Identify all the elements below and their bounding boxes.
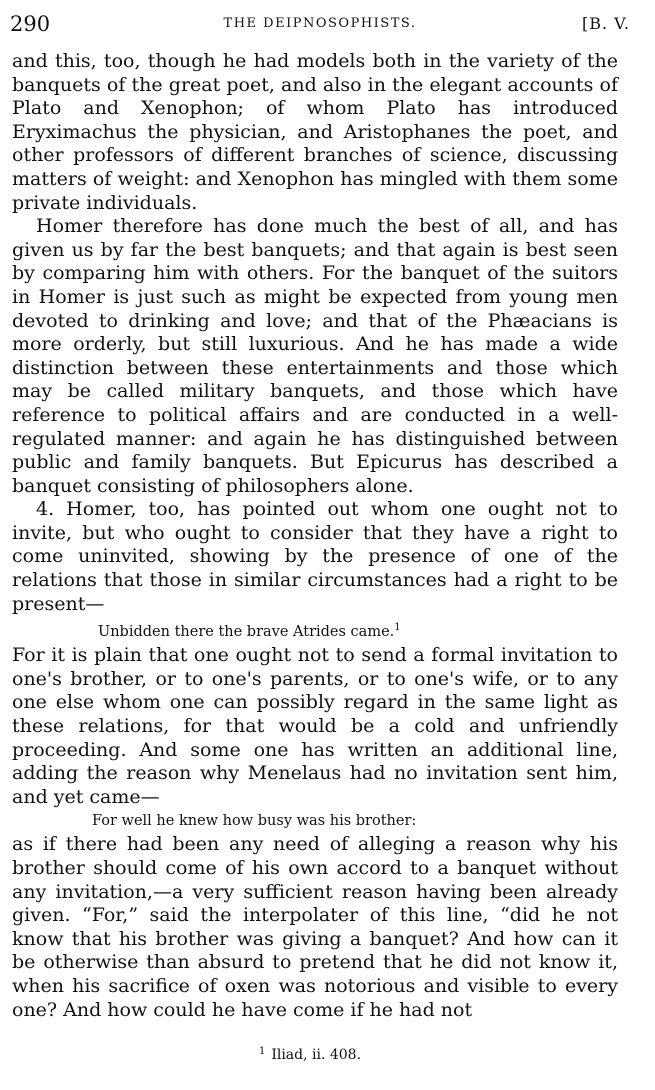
footnote-reference: 1 bbox=[394, 622, 401, 634]
footnote bbox=[0, 1046, 620, 1063]
page-body bbox=[12, 50, 618, 1022]
page-header bbox=[10, 12, 630, 42]
footnote-marker: 1 bbox=[258, 1046, 266, 1057]
paragraph-3: 4. Homer, too, has pointed out whom one ought not to invite, but who ought to consider that they have a right to come uninvited, showing by the presence of one of the relations that those in similar circumstances had a right to be present— bbox=[12, 498, 618, 615]
paragraph-2: Homer therefore has done much the best of all, and has given us by far the best banquets; and that again is best seen by comparing him with others. For the banquet of the suitors in Homer is just such as might be expected from young men devoted to drinking and love; and that of the Phæacians is more orderly, but still luxurious. And he has made a wide distinction between these entertainments and those which may be called military banquets, and those which have reference to political affairs and are conducted in a well-regulated manner: and again he has distinguished between public and family banquets. But Epicurus has described a banquet consisting of philosophers alone. bbox=[12, 215, 618, 497]
footnote-text: Iliad, ii. 408. bbox=[271, 1047, 362, 1063]
book-marker: [B. V. bbox=[581, 14, 630, 33]
paragraph-5: as if there had been any need of alleging a reason why his brother should come of his own accord to a banquet without any invitation,—a very sufficient reason having been already given. “For,” said the interpolater of this line, “did he not know that his brother was giving a banquet? And how can it be otherwise than absurd to pretend that he did not know it, when his sacrifice of oxen was notorious and visible to every one? And how could he have come if he had not bbox=[12, 833, 618, 1021]
verse-quote-1-text: Unbidden there the brave Atrides came. bbox=[98, 624, 395, 641]
running-title: THE DEIPNOSOPHISTS. bbox=[223, 16, 417, 31]
verse-quote-2: For well he knew how busy was his brother: bbox=[92, 813, 417, 830]
page-number: 290 bbox=[10, 12, 51, 36]
paragraph-1: and this, too, though he had models both in the variety of the banquets of the great poet, and also in the elegant accounts of Plato and Xenophon; of whom Plato has introduced Eryximachus the physician, and Aristophanes the poet, and other professors of different branches of science, discussing matters of weight: and Xenophon has mingled with them some private individuals. bbox=[12, 50, 618, 214]
verse-quote-1 bbox=[12, 616, 618, 644]
paragraph-4: For it is plain that one ought not to send a formal invitation to one's brother, or to one's parents, or to one's wife, or to any one else whom one can possibly regard in the same light as these relations, for that would be a cold and unfriendly proceeding. And some one has written an additional line, adding the reason why Menelaus had no invitation sent him, and yet came— bbox=[12, 644, 618, 808]
